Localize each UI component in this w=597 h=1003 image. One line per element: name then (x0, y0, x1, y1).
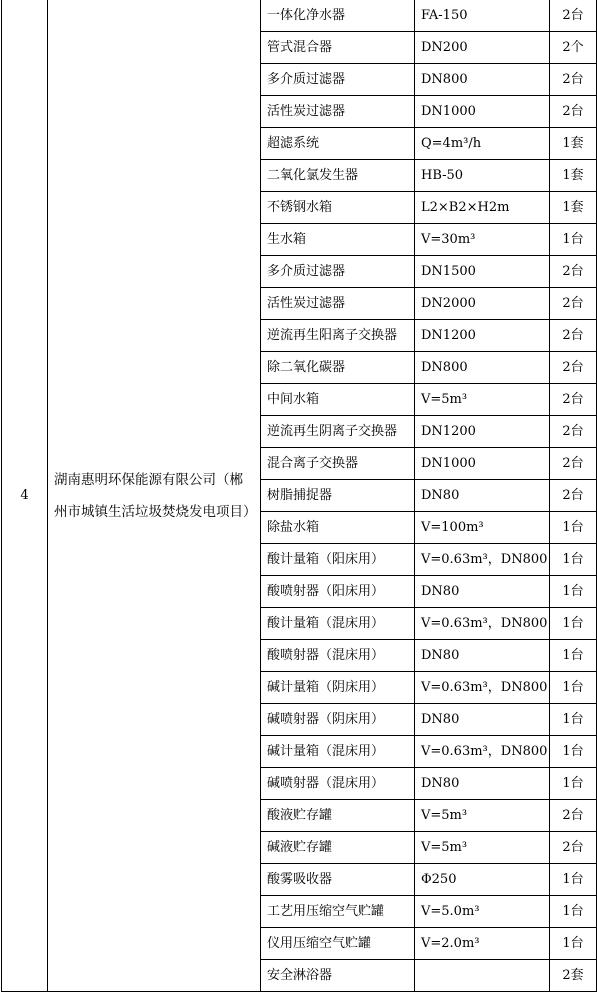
equipment-name-cell: 酸喷射器（混床用） (261, 640, 415, 672)
quantity-cell: 1套 (550, 192, 597, 224)
quantity-cell: 2台 (550, 320, 597, 352)
quantity-cell: 1台 (550, 928, 597, 960)
quantity-cell: 1台 (550, 640, 597, 672)
equipment-name-cell: 碱液贮存罐 (261, 832, 415, 864)
equipment-name-cell: 碱喷射器（阴床用） (261, 704, 415, 736)
quantity-cell: 1台 (550, 544, 597, 576)
spec-cell: DN80 (415, 576, 550, 608)
equipment-name-cell: 酸液贮存罐 (261, 800, 415, 832)
equipment-name-cell: 多介质过滤器 (261, 64, 415, 96)
spec-cell: DN80 (415, 704, 550, 736)
quantity-cell: 1台 (550, 768, 597, 800)
quantity-cell: 1台 (550, 608, 597, 640)
equipment-name-cell: 二氧化氯发生器 (261, 160, 415, 192)
equipment-name-cell: 酸雾吸收器 (261, 864, 415, 896)
quantity-cell: 2台 (550, 832, 597, 864)
spec-cell: DN80 (415, 640, 550, 672)
equipment-name-cell: 除盐水箱 (261, 512, 415, 544)
equipment-name-cell: 逆流再生阳离子交换器 (261, 320, 415, 352)
equipment-name-cell: 除二氧化碳器 (261, 352, 415, 384)
spec-cell: V=2.0m³ (415, 928, 550, 960)
spec-cell: V=30m³ (415, 224, 550, 256)
equipment-name-cell: 管式混合器 (261, 32, 415, 64)
equipment-name-cell: 混合离子交换器 (261, 448, 415, 480)
quantity-cell: 1台 (550, 672, 597, 704)
company-cell: 湖南惠明环保能源有限公司（郴州市城镇生活垃圾焚烧发电项目） (48, 0, 261, 992)
quantity-cell: 1台 (550, 512, 597, 544)
quantity-cell: 2台 (550, 480, 597, 512)
quantity-cell: 2个 (550, 32, 597, 64)
quantity-cell: 1套 (550, 128, 597, 160)
quantity-cell: 2台 (550, 384, 597, 416)
spec-cell: DN80 (415, 768, 550, 800)
quantity-cell: 2台 (550, 96, 597, 128)
spec-cell: V=0.63m³，DN800 (415, 544, 550, 576)
equipment-name-cell: 酸计量箱（阳床用） (261, 544, 415, 576)
quantity-cell: 2台 (550, 448, 597, 480)
equipment-name-cell: 多介质过滤器 (261, 256, 415, 288)
quantity-cell: 1台 (550, 896, 597, 928)
spec-cell: DN800 (415, 64, 550, 96)
spec-cell: V=0.63m³，DN800 (415, 672, 550, 704)
quantity-cell: 1台 (550, 224, 597, 256)
equipment-name-cell: 树脂捕捉器 (261, 480, 415, 512)
spec-cell: DN1000 (415, 448, 550, 480)
equipment-name-cell: 碱计量箱（阴床用） (261, 672, 415, 704)
spec-cell: DN1500 (415, 256, 550, 288)
spec-cell: DN80 (415, 480, 550, 512)
equipment-name-cell: 一体化净水器 (261, 0, 415, 32)
equipment-name-cell: 酸计量箱（混床用） (261, 608, 415, 640)
spec-cell: DN1200 (415, 416, 550, 448)
equipment-table-body (2, 0, 597, 992)
quantity-cell: 2台 (550, 64, 597, 96)
spec-cell: DN1000 (415, 96, 550, 128)
spec-cell: DN800 (415, 352, 550, 384)
equipment-name-cell: 仪用压缩空气贮罐 (261, 928, 415, 960)
equipment-name-cell: 超滤系统 (261, 128, 415, 160)
spec-cell: L2×B2×H2m (415, 192, 550, 224)
quantity-cell: 2台 (550, 416, 597, 448)
spec-cell: Φ250 (415, 864, 550, 896)
spec-cell: V=5.0m³ (415, 896, 550, 928)
quantity-cell: 2台 (550, 800, 597, 832)
equipment-name-cell: 活性炭过滤器 (261, 96, 415, 128)
spec-cell: DN1200 (415, 320, 550, 352)
spec-cell: V=5m³ (415, 800, 550, 832)
equipment-name-cell: 工艺用压缩空气贮罐 (261, 896, 415, 928)
spec-cell: FA-150 (415, 0, 550, 32)
equipment-name-cell: 不锈钢水箱 (261, 192, 415, 224)
quantity-cell: 2套 (550, 960, 597, 992)
quantity-cell: 1套 (550, 160, 597, 192)
quantity-cell: 2台 (550, 352, 597, 384)
quantity-cell: 2台 (550, 288, 597, 320)
spec-cell: V=100m³ (415, 512, 550, 544)
spec-cell: V=5m³ (415, 832, 550, 864)
equipment-name-cell: 生水箱 (261, 224, 415, 256)
table-row (2, 0, 597, 32)
quantity-cell: 1台 (550, 704, 597, 736)
quantity-cell: 1台 (550, 864, 597, 896)
equipment-name-cell: 活性炭过滤器 (261, 288, 415, 320)
equipment-name-cell: 碱计量箱（混床用） (261, 736, 415, 768)
equipment-table (1, 0, 597, 992)
quantity-cell: 1台 (550, 576, 597, 608)
spec-cell: DN2000 (415, 288, 550, 320)
quantity-cell: 2台 (550, 0, 597, 32)
spec-cell (415, 960, 550, 992)
spec-cell: DN200 (415, 32, 550, 64)
equipment-name-cell: 中间水箱 (261, 384, 415, 416)
spec-cell: Q=4m³/h (415, 128, 550, 160)
spec-cell: V=0.63m³，DN800 (415, 608, 550, 640)
equipment-name-cell: 碱喷射器（混床用） (261, 768, 415, 800)
quantity-cell: 1台 (550, 736, 597, 768)
quantity-cell: 2台 (550, 256, 597, 288)
equipment-name-cell: 安全淋浴器 (261, 960, 415, 992)
spec-cell: HB-50 (415, 160, 550, 192)
spec-cell: V=0.63m³，DN800 (415, 736, 550, 768)
equipment-name-cell: 酸喷射器（阳床用） (261, 576, 415, 608)
spec-cell: V=5m³ (415, 384, 550, 416)
equipment-name-cell: 逆流再生阴离子交换器 (261, 416, 415, 448)
row-index-cell: 4 (2, 0, 48, 992)
